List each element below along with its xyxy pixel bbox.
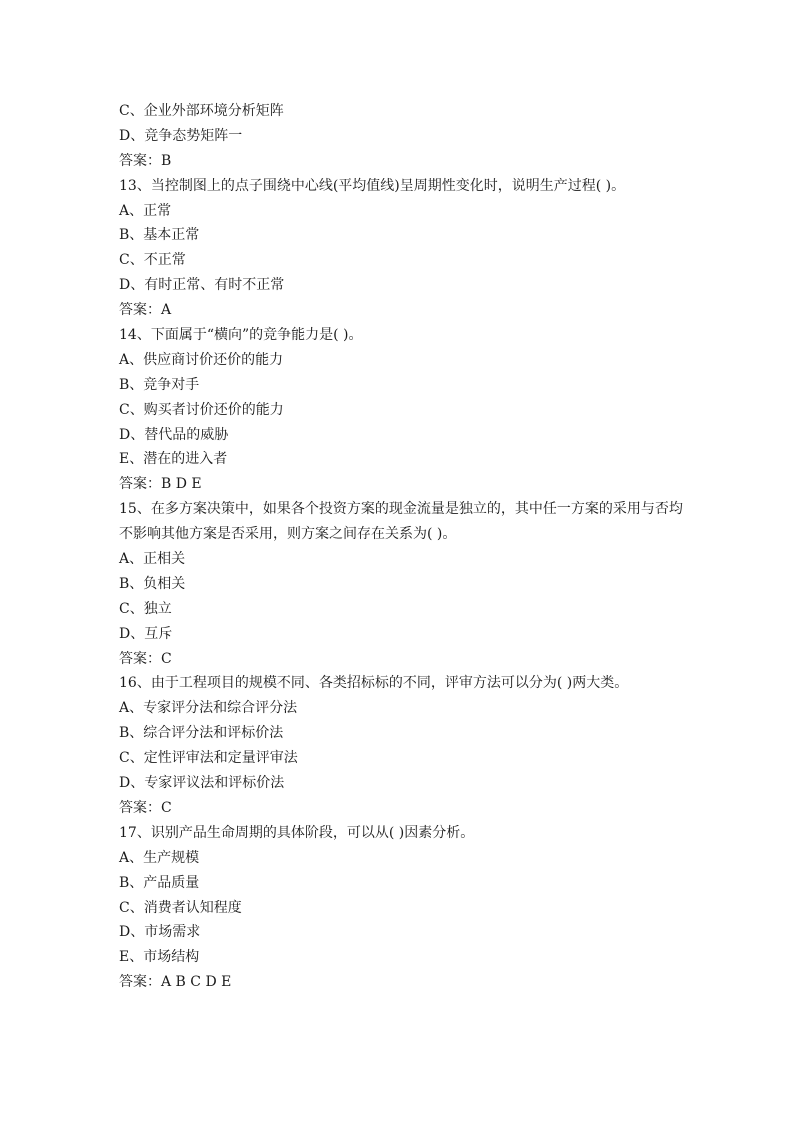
option-letter: D <box>119 277 131 294</box>
answer-label: 答案： <box>119 302 161 319</box>
option-text: 消费者认知程度 <box>143 899 242 916</box>
option-text: 市场结构 <box>143 949 200 966</box>
option-letter: D <box>119 625 131 642</box>
question-text: 由于工程项目的规模不同、各类招标标的不同，评审方法可以分为( )两大类。 <box>150 675 629 692</box>
question-text: 下面属于“横向”的竞争能力是( )。 <box>150 327 363 344</box>
option-item: C、购买者讨价还价的能力 <box>119 401 284 418</box>
question-number: 14 <box>119 327 137 344</box>
option-text: 竞争对手 <box>143 376 200 393</box>
option-letter: D <box>119 775 131 792</box>
question-text: 识别产品生命周期的具体阶段，可以从( )因素分析。 <box>150 824 475 841</box>
option-item: A、专家评分法和综合评分法 <box>119 700 298 717</box>
question-stem: 15、在多方案决策中，如果各个投资方案的现金流量是独立的，其中任一方案的采用与否均 <box>119 501 683 518</box>
option-text: 专家评分法和综合评分法 <box>143 700 298 717</box>
option-text: 不正常 <box>143 252 186 269</box>
option-text: 综合评分法和评标价法 <box>143 725 284 742</box>
answer-label: 答案： <box>119 152 161 169</box>
answer-value: C <box>161 799 172 816</box>
option-letter: B <box>119 376 130 393</box>
option-letter: A <box>119 551 130 568</box>
option-item: D、有时正常、有时不正常 <box>119 277 285 294</box>
answer-line <box>119 647 679 672</box>
option-letter: A <box>119 700 130 717</box>
question-stem: 16、由于工程项目的规模不同、各类招标标的不同，评审方法可以分为( )两大类。 <box>119 675 629 692</box>
question-stem-continued <box>119 522 679 547</box>
option-letter: B <box>119 575 130 592</box>
option-text: 生产规模 <box>143 849 200 866</box>
answer-value: A <box>161 302 172 319</box>
answer-line <box>119 472 679 497</box>
question-text: 当控制图上的点子围绕中心线(平均值线)呈周期性变化时，说明生产过程( )。 <box>150 177 626 194</box>
option-item: A、正常 <box>119 202 172 219</box>
option-text: 有时正常、有时不正常 <box>144 277 285 294</box>
answer-label: 答案： <box>119 650 161 667</box>
option-item: D、竞争态势矩阵一 <box>119 127 243 144</box>
option-text: 替代品的威胁 <box>144 426 229 443</box>
option-letter: C <box>119 750 130 767</box>
answer-label: 答案： <box>119 799 161 816</box>
answer-value: B <box>161 152 172 169</box>
option-letter: B <box>119 725 130 742</box>
option-text: 购买者讨价还价的能力 <box>143 401 284 418</box>
option-letter: B <box>119 227 130 244</box>
option-letter: C <box>119 103 130 119</box>
option-item: B、负相关 <box>119 575 186 592</box>
option-letter: A <box>119 202 130 219</box>
option-letter: C <box>119 401 130 418</box>
option-item: A、供应商讨价还价的能力 <box>119 351 284 368</box>
answer-line <box>119 298 679 323</box>
option-item: B、竞争对手 <box>119 376 200 393</box>
option-letter: C <box>119 600 130 617</box>
option-item: A、生产规模 <box>119 849 200 866</box>
option-item: C、企业外部环境分析矩阵 <box>119 103 284 119</box>
answer-value: C <box>161 650 172 667</box>
option-text: 产品质量 <box>143 874 200 891</box>
option-letter: D <box>119 924 131 941</box>
option-text: 竞争态势矩阵一 <box>144 127 243 144</box>
document-body <box>119 99 683 995</box>
option-text: 正相关 <box>143 551 186 568</box>
option-text: 专家评议法和评标价法 <box>144 775 285 792</box>
option-item: C、不正常 <box>119 252 186 269</box>
option-item: E、市场结构 <box>119 949 200 966</box>
option-text: 供应商讨价还价的能力 <box>143 351 284 368</box>
answer-label: 答案： <box>119 974 161 991</box>
option-text: 基本正常 <box>143 227 200 244</box>
option-item: B、基本正常 <box>119 227 200 244</box>
answer-value: A B C D E <box>161 974 232 991</box>
option-letter: D <box>119 426 131 443</box>
option-item: D、替代品的威胁 <box>119 426 229 443</box>
option-letter: E <box>119 451 130 468</box>
question-number: 13 <box>119 177 137 194</box>
answer-value: B D E <box>161 476 202 493</box>
answer-line <box>119 796 679 821</box>
option-letter: C <box>119 899 130 916</box>
option-letter: B <box>119 874 130 891</box>
option-letter: D <box>119 127 131 144</box>
option-text: 定性评审法和定量评审法 <box>143 750 298 767</box>
option-item: D、互斥 <box>119 625 173 642</box>
question-number: 17 <box>119 824 137 841</box>
option-text: 独立 <box>143 600 172 617</box>
option-text: 负相关 <box>143 575 186 592</box>
option-item: C、消费者认知程度 <box>119 899 242 916</box>
option-item: E、潜在的进入者 <box>119 451 228 468</box>
answer-label: 答案： <box>119 476 161 493</box>
answer-line <box>119 149 679 174</box>
option-text: 市场需求 <box>144 924 201 941</box>
option-item: B、产品质量 <box>119 874 200 891</box>
option-item: D、市场需求 <box>119 924 201 941</box>
question-number: 16 <box>119 675 137 692</box>
question-stem: 17、识别产品生命周期的具体阶段，可以从( )因素分析。 <box>119 824 475 841</box>
question-text: 不影响其他方案是否采用，则方案之间存在关系为( )。 <box>119 526 457 543</box>
option-item: C、独立 <box>119 600 172 617</box>
option-letter: A <box>119 849 130 866</box>
question-stem: 13、当控制图上的点子围绕中心线(平均值线)呈周期性变化时，说明生产过程( )。 <box>119 177 626 194</box>
option-item: B、综合评分法和评标价法 <box>119 725 284 742</box>
question-text: 在多方案决策中，如果各个投资方案的现金流量是独立的，其中任一方案的采用与否均 <box>150 501 683 518</box>
option-letter: C <box>119 252 130 269</box>
option-letter: E <box>119 949 130 966</box>
option-item: C、定性评审法和定量评审法 <box>119 750 298 767</box>
option-item: A、正相关 <box>119 551 186 568</box>
option-text: 互斥 <box>144 625 173 642</box>
option-text: 企业外部环境分析矩阵 <box>143 103 284 119</box>
question-stem: 14、下面属于“横向”的竞争能力是( )。 <box>119 327 363 344</box>
option-text: 潜在的进入者 <box>143 451 228 468</box>
option-letter: A <box>119 351 130 368</box>
answer-line <box>119 970 679 995</box>
option-text: 正常 <box>143 202 172 219</box>
option-item: D、专家评议法和评标价法 <box>119 775 285 792</box>
question-number: 15 <box>119 501 137 518</box>
